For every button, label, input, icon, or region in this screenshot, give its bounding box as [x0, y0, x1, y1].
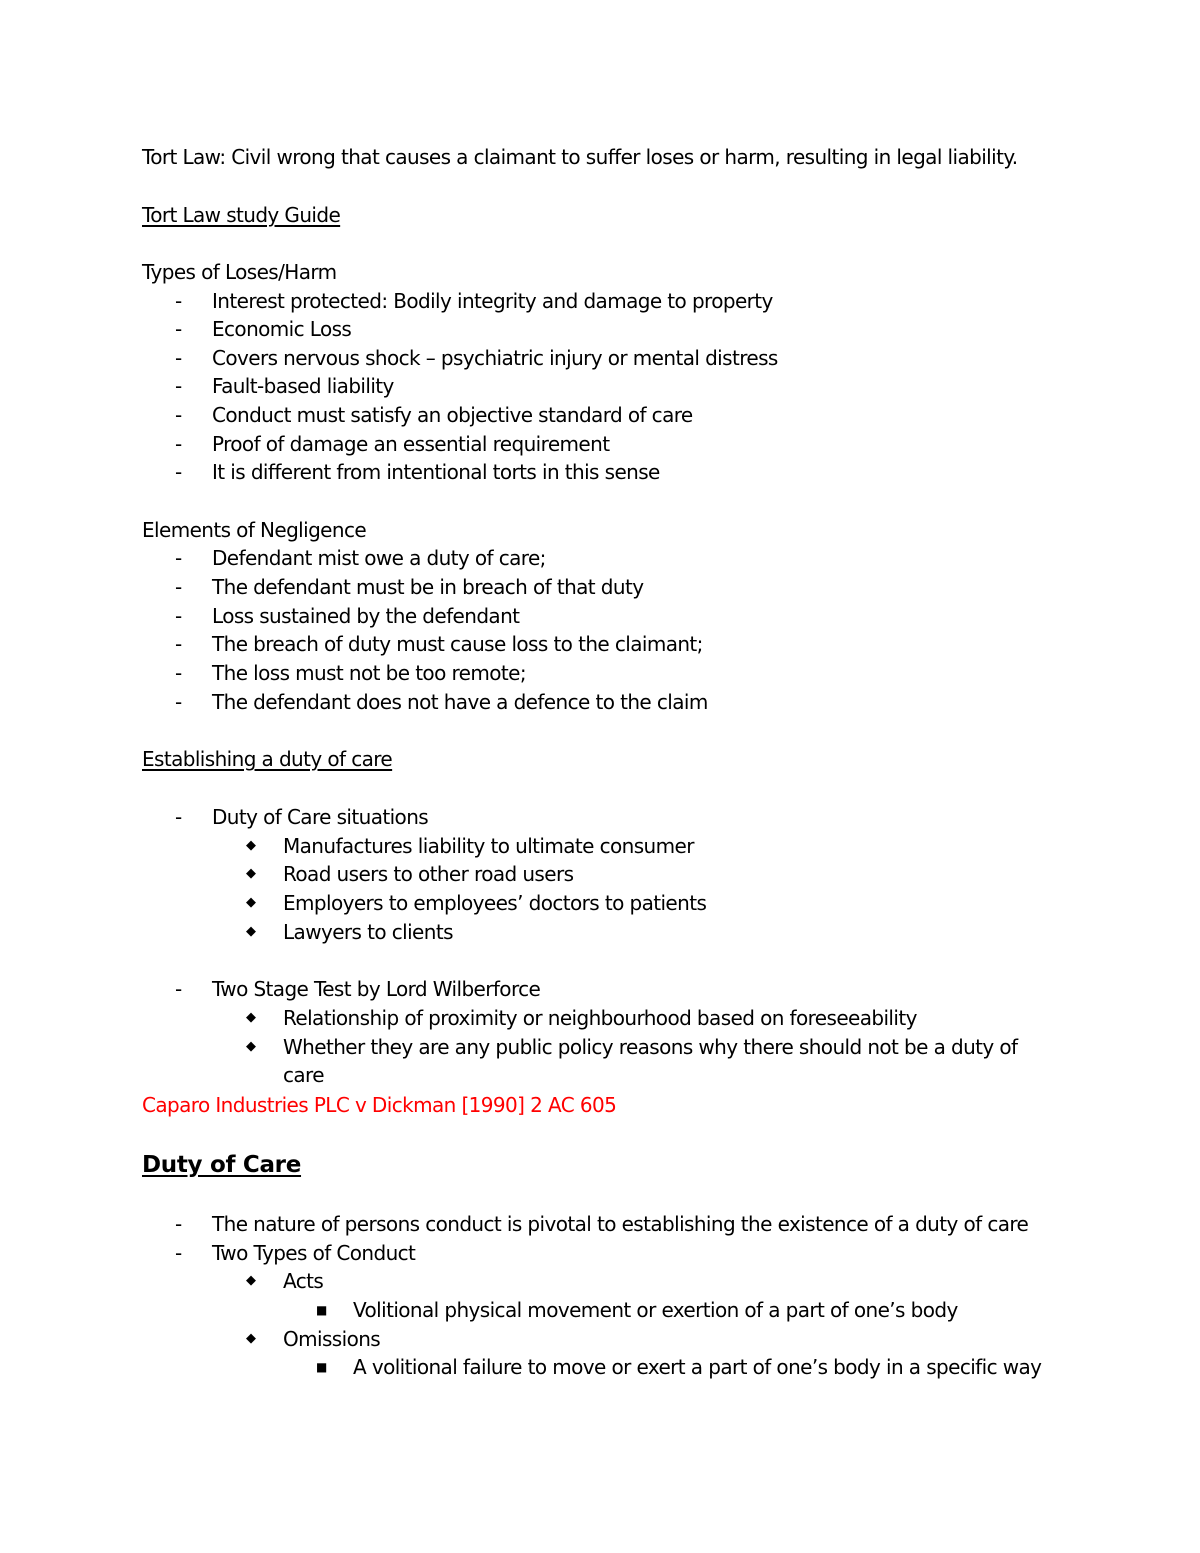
- dash-bullet: -: [175, 805, 183, 829]
- diamond-bullet-icon: ◆: [246, 924, 256, 939]
- diamond-bullet-icon: ◆: [246, 1039, 256, 1054]
- dash-bullet: -: [175, 977, 183, 1001]
- list-item: Economic Loss: [212, 317, 352, 341]
- dash-bullet: -: [175, 403, 183, 427]
- list-item: Loss sustained by the defendant: [212, 604, 520, 628]
- dash-bullet: -: [175, 346, 183, 370]
- sub-list-item: Road users to other road users: [283, 862, 574, 886]
- sub-list-item: Lawyers to clients: [283, 920, 453, 944]
- sub-list-item: Omissions: [283, 1327, 381, 1351]
- dash-bullet: -: [175, 661, 183, 685]
- sub-list-item-continuation: care: [283, 1063, 324, 1087]
- case-citation: Caparo Industries PLC v Dickman [1990] 2 AC 605: [142, 1093, 617, 1117]
- list-item: Two Stage Test by Lord Wilberforce: [212, 977, 541, 1001]
- dash-bullet: -: [175, 460, 183, 484]
- list-item: The defendant does not have a defence to the claim: [212, 690, 708, 714]
- duty-heading: Duty of Care: [142, 1152, 302, 1178]
- list-item: Defendant mist owe a duty of care;: [212, 546, 546, 570]
- dash-bullet: -: [175, 289, 183, 313]
- dash-bullet: -: [175, 1241, 183, 1265]
- square-bullet-icon: ■: [316, 1360, 328, 1374]
- dash-bullet: -: [175, 317, 183, 341]
- list-item: Duty of Care situations: [212, 805, 429, 829]
- dash-bullet: -: [175, 690, 183, 714]
- sub-sub-list-item: A volitional failure to move or exert a part of one’s body in a specific way: [353, 1355, 1042, 1379]
- list-item: Proof of damage an essential requirement: [212, 432, 610, 456]
- dash-bullet: -: [175, 432, 183, 456]
- list-item: Conduct must satisfy an objective standard of care: [212, 403, 693, 427]
- square-bullet-icon: ■: [316, 1303, 328, 1317]
- diamond-bullet-icon: ◆: [246, 1273, 256, 1288]
- dash-bullet: -: [175, 575, 183, 599]
- diamond-bullet-icon: ◆: [246, 895, 256, 910]
- elements-heading: Elements of Negligence: [142, 518, 367, 542]
- list-item: The loss must not be too remote;: [212, 661, 526, 685]
- study-guide-title: Tort Law study Guide: [142, 203, 341, 227]
- list-item: Interest protected: Bodily integrity and damage to property: [212, 289, 773, 313]
- sub-list-item: Whether they are any public policy reasons why there should not be a duty of: [283, 1035, 1018, 1059]
- diamond-bullet-icon: ◆: [246, 1331, 256, 1346]
- diamond-bullet-icon: ◆: [246, 866, 256, 881]
- dash-bullet: -: [175, 546, 183, 570]
- dash-bullet: -: [175, 1212, 183, 1236]
- diamond-bullet-icon: ◆: [246, 1010, 256, 1025]
- list-item: Two Types of Conduct: [212, 1241, 416, 1265]
- sub-list-item: Employers to employees’ doctors to patients: [283, 891, 707, 915]
- dash-bullet: -: [175, 374, 183, 398]
- list-item: The nature of persons conduct is pivotal to establishing the existence of a duty of care: [212, 1212, 1029, 1236]
- list-item: Fault-based liability: [212, 374, 394, 398]
- dash-bullet: -: [175, 604, 183, 628]
- establishing-heading: Establishing a duty of care: [142, 747, 393, 771]
- sub-sub-list-item: Volitional physical movement or exertion of a part of one’s body: [353, 1298, 958, 1322]
- list-item: Covers nervous shock – psychiatric injury or mental distress: [212, 346, 778, 370]
- dash-bullet: -: [175, 632, 183, 656]
- list-item: It is different from intentional torts in this sense: [212, 460, 660, 484]
- types-heading: Types of Loses/Harm: [142, 260, 337, 284]
- diamond-bullet-icon: ◆: [246, 838, 256, 853]
- intro-text: Tort Law: Civil wrong that causes a claimant to suffer loses or harm, resulting in legal liability.: [142, 145, 1018, 169]
- list-item: The breach of duty must cause loss to the claimant;: [212, 632, 703, 656]
- sub-list-item: Manufactures liability to ultimate consumer: [283, 834, 694, 858]
- sub-list-item: Relationship of proximity or neighbourhood based on foreseeability: [283, 1006, 917, 1030]
- sub-list-item: Acts: [283, 1269, 324, 1293]
- list-item: The defendant must be in breach of that duty: [212, 575, 644, 599]
